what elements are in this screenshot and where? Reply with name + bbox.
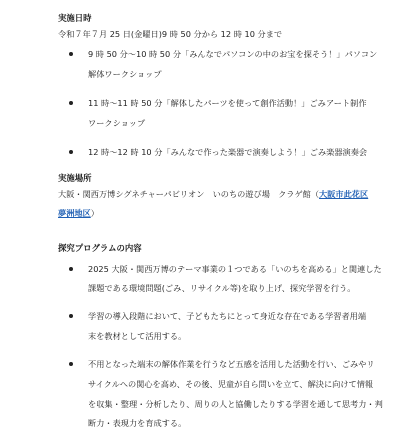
- schedule-item-2-line-2: ワークショップ: [88, 118, 146, 128]
- program-item-2-line-1: 学習の導入段階において、子どもたちにとって身近な存在である学習者用端: [88, 311, 367, 321]
- program-item-1-line-2: 課題である環境問題(ごみ、リサイクル等)を取り上げ、探究学習を行う。: [88, 283, 356, 293]
- bullet-icon: [69, 101, 73, 105]
- venue-name: 大阪・関西万博シグネチャーパビリオン いのちの遊び場 クラゲ館（: [58, 189, 320, 199]
- schedule-item-2-line-1: 11 時～11 時 50 分「解体したパーツを使って創作活動！」ごみアート制作: [88, 98, 367, 108]
- bullet-icon: [69, 362, 73, 366]
- program-item-3-line-3: を収集・整理・分析したり、周りの人と協働したりする学習を通して思考力・判: [88, 399, 383, 409]
- bullet-icon: [69, 314, 73, 318]
- section-heading-program: 探究プログラムの内容: [58, 243, 142, 253]
- section-heading-venue: 実施場所: [58, 173, 92, 183]
- schedule-item-3-line-1: 12 時～12 時 10 分「みんなで作った楽器で演奏しよう！」ごみ楽器演奏会: [88, 147, 368, 157]
- bullet-icon: [69, 267, 73, 271]
- schedule-item-1-line-1: 9 時 50 分～10 時 50 分「みんなでパソコンの中のお宝を探そう！」パソコン: [88, 49, 378, 59]
- bullet-icon: [69, 150, 73, 154]
- venue-text: [58, 190, 368, 198]
- program-item-2-line-2: 末を教材として活用する。: [88, 331, 187, 341]
- bullet-icon: [69, 52, 73, 56]
- program-item-3-line-2: サイクルへの関心を高め、その後、児童が自ら問いを立て、解決に向けて情報: [88, 379, 374, 389]
- program-item-1-line-1: 2025 大阪・関西万博のテーマ事業の１つである「いのちを高める」と関連した: [88, 264, 382, 274]
- venue-link-yumeshima[interactable]: 夢洲地区: [58, 208, 91, 218]
- section-heading-date: 実施日時: [58, 13, 92, 23]
- venue-text-line-2: [58, 209, 99, 217]
- program-item-3-line-4: 断力・表現力を育成する。: [88, 418, 187, 428]
- date-summary: 令和７年７月 25 日(金曜日)9 時 50 分から 12 時 10 分まで: [58, 29, 283, 39]
- venue-close-paren: ）: [90, 208, 99, 218]
- program-item-3-line-1: 不用となった端末の解体作業を行うなど五感を活用した活動を行い、ごみやリ: [88, 359, 375, 369]
- venue-link-konohana[interactable]: 大阪市此花区: [319, 189, 369, 199]
- schedule-item-1-line-2: 解体ワークショップ: [88, 69, 162, 79]
